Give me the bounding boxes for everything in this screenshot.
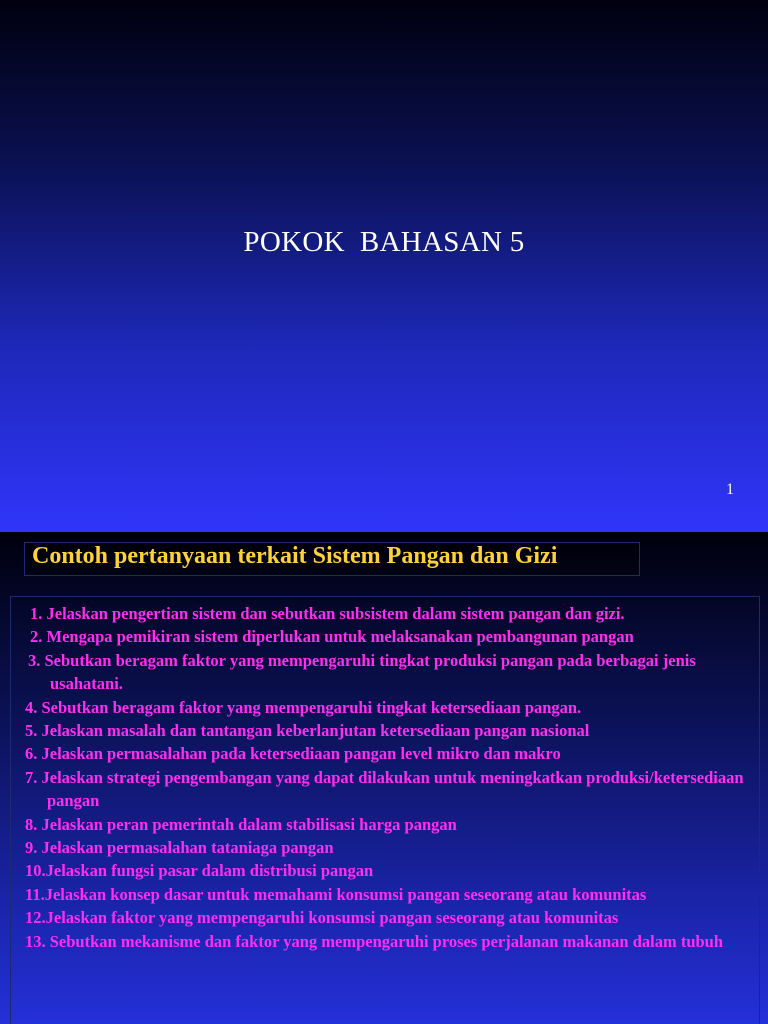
question-item-11: 11.Jelaskan konsep dasar untuk memahami konsumsi pangan seseorang atau komunitas bbox=[25, 884, 647, 904]
question-item-9: 9. Jelaskan permasalahan tataniaga pangan bbox=[25, 838, 334, 858]
slide-page-number: 1 bbox=[726, 481, 734, 498]
question-item-2: 2. Mengapa pemikiran sistem diperlukan untuk melaksanakan pembangunan pangan bbox=[30, 627, 634, 647]
slide-heading: Contoh pertanyaan terkait Sistem Pangan dan Gizi bbox=[32, 543, 558, 569]
question-item-8: 8. Jelaskan peran pemerintah dalam stabilisasi harga pangan bbox=[25, 814, 457, 834]
question-item-6: 6. Jelaskan permasalahan pada ketersediaan pangan level mikro dan makro bbox=[25, 744, 561, 764]
question-item-13: 13. Sebutkan mekanisme dan faktor yang mempengaruhi proses perjalanan makanan dalam tubuh bbox=[25, 931, 724, 951]
question-item-7: 7. Jelaskan strategi pengembangan yang dapat dilakukan untuk meningkatkan produksi/ketersediaan pangan bbox=[25, 767, 744, 811]
slide-2 bbox=[0, 532, 768, 1024]
question-item-1: 1. Jelaskan pengertian sistem dan sebutkan subsistem dalam sistem pangan dan gizi. bbox=[30, 604, 625, 623]
slide-title: POKOK BAHASAN 5 bbox=[243, 226, 525, 258]
question-item-4: 4. Sebutkan beragam faktor yang mempengaruhi tingkat ketersediaan pangan. bbox=[25, 697, 582, 717]
question-item-10: 10.Jelaskan fungsi pasar dalam distribusi pangan bbox=[25, 861, 374, 881]
question-item-5: 5. Jelaskan masalah dan tantangan keberlanjutan ketersediaan pangan nasional bbox=[25, 721, 590, 741]
question-item-3: 3. Sebutkan beragam faktor yang mempengaruhi tingkat produksi pangan pada berbagai jenis usahatani. bbox=[28, 650, 696, 694]
question-item-12: 12.Jelaskan faktor yang mempengaruhi konsumsi pangan seseorang atau komunitas bbox=[25, 908, 619, 928]
question-list bbox=[25, 602, 755, 953]
